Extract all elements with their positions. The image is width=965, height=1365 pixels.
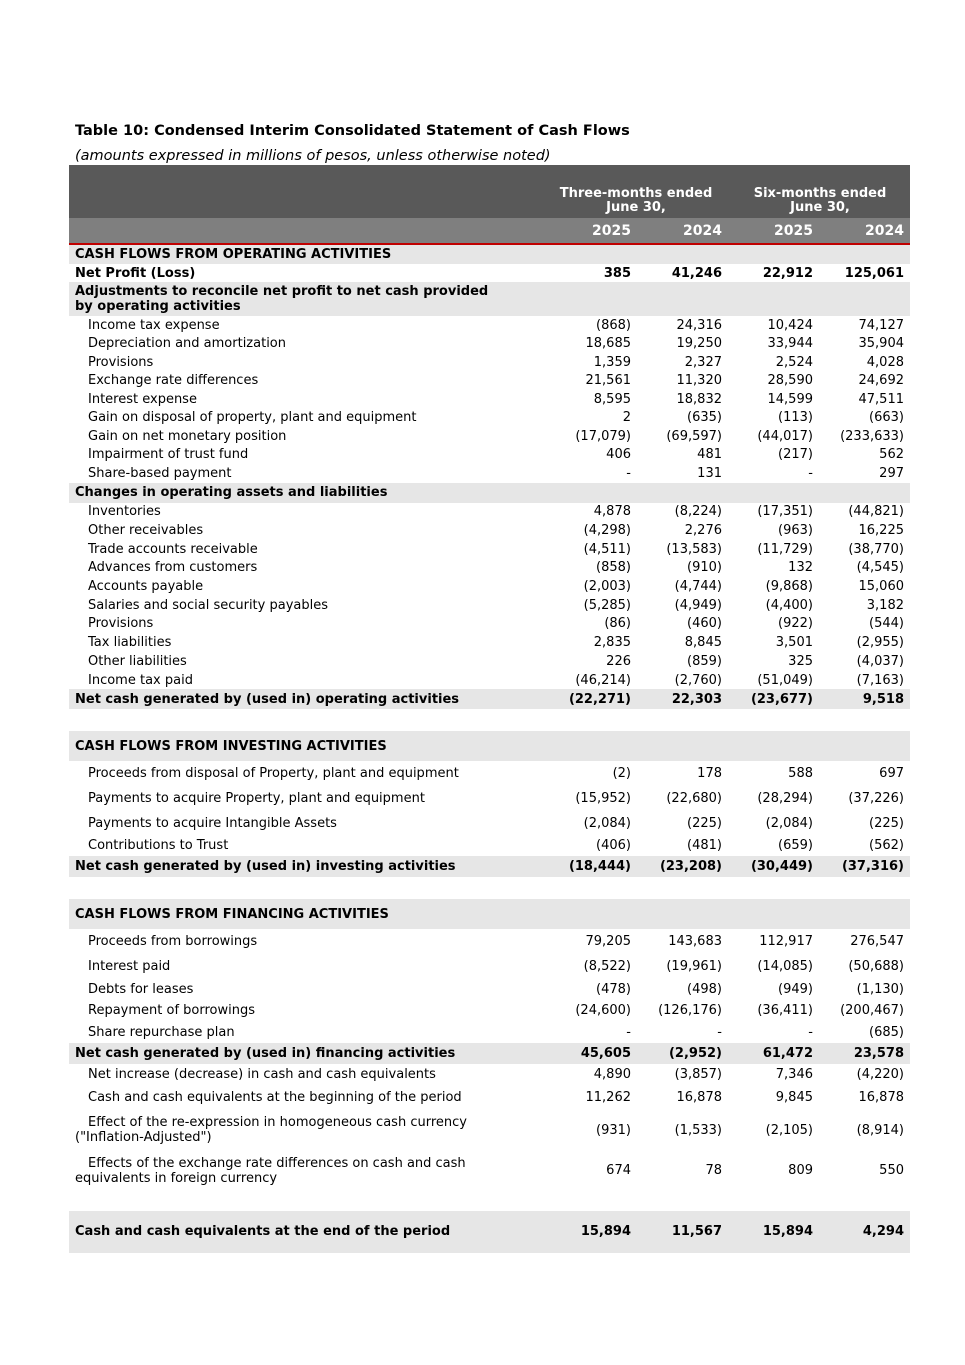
cell-value: (15,952) bbox=[575, 791, 631, 807]
table-row bbox=[69, 954, 910, 978]
cell-value: 9,518 bbox=[862, 691, 904, 707]
cell-value: 588 bbox=[788, 766, 813, 782]
table-row bbox=[69, 689, 910, 709]
cell-value: 4,028 bbox=[866, 354, 904, 370]
row-label: Cash and cash equivalents at the end of the period bbox=[75, 1224, 451, 1240]
cell-value: (69,597) bbox=[666, 428, 722, 444]
cell-value: (7,163) bbox=[856, 672, 904, 688]
cell-value: 276,547 bbox=[850, 934, 904, 950]
cell-value: (51,049) bbox=[757, 672, 813, 688]
cell-value: (19,961) bbox=[666, 958, 722, 974]
table-row bbox=[69, 264, 910, 282]
cell-value: (4,949) bbox=[674, 597, 722, 613]
cell-value: (481) bbox=[687, 838, 722, 854]
table-row bbox=[69, 1021, 910, 1043]
cell-value: 14,599 bbox=[767, 391, 813, 407]
table-row bbox=[69, 1151, 910, 1191]
row-label: Share-based payment bbox=[88, 465, 232, 481]
table-row bbox=[69, 652, 910, 671]
table-row bbox=[69, 409, 910, 428]
header-group-row bbox=[69, 165, 910, 218]
cell-value: 3,182 bbox=[866, 597, 904, 613]
cell-value: (13,583) bbox=[666, 541, 722, 557]
cell-value: (217) bbox=[778, 447, 813, 463]
cell-value: (949) bbox=[778, 981, 813, 997]
row-label: Income tax expense bbox=[88, 317, 220, 333]
cell-value: 697 bbox=[879, 766, 904, 782]
cell-value: 23,578 bbox=[853, 1046, 904, 1062]
table-row bbox=[69, 335, 910, 354]
cell-value: 15,894 bbox=[580, 1224, 631, 1240]
cell-value: 28,590 bbox=[767, 373, 813, 389]
table-subtitle: (amounts expressed in millions of pesos, unless otherwise noted) bbox=[75, 148, 551, 164]
cell-value: 41,246 bbox=[671, 265, 722, 281]
cell-value: 11,262 bbox=[585, 1090, 631, 1106]
cell-value: (931) bbox=[596, 1122, 631, 1138]
cell-value: (37,226) bbox=[848, 791, 904, 807]
cell-value: (50,688) bbox=[848, 958, 904, 974]
cell-value: 24,316 bbox=[676, 317, 722, 333]
cell-value: (1,533) bbox=[674, 1122, 722, 1138]
row-label: Effect of the re-expression in homogeneous cash currency ("Inflation-Adjusted") bbox=[75, 1115, 467, 1146]
table-row bbox=[69, 1043, 910, 1065]
cell-value: 16,878 bbox=[676, 1090, 722, 1106]
cell-value: 7,346 bbox=[775, 1067, 813, 1083]
cell-value: (2,760) bbox=[674, 672, 722, 688]
cell-value: 4,890 bbox=[593, 1067, 631, 1083]
cell-value: 297 bbox=[879, 465, 904, 481]
table-row bbox=[69, 390, 910, 409]
row-label: Changes in operating assets and liabilities bbox=[75, 485, 388, 500]
row-label: Cash and cash equivalents at the beginning of the period bbox=[88, 1090, 462, 1106]
cell-value: 47,511 bbox=[858, 391, 904, 407]
row-label: Accounts payable bbox=[88, 579, 204, 595]
year-col-1: 2025 bbox=[592, 223, 631, 239]
cell-value: 809 bbox=[788, 1163, 813, 1179]
cell-value: 481 bbox=[697, 447, 722, 463]
cell-value: (2,084) bbox=[765, 815, 813, 831]
cell-value: 45,605 bbox=[580, 1046, 631, 1062]
cell-value: (18,444) bbox=[568, 859, 631, 875]
cell-value: (225) bbox=[869, 815, 904, 831]
cell-value: 2,327 bbox=[684, 354, 722, 370]
cell-value: 8,595 bbox=[593, 391, 631, 407]
table-title: Table 10: Condensed Interim Consolidated Statement of Cash Flows bbox=[75, 123, 630, 139]
cell-value: (868) bbox=[596, 317, 631, 333]
table-row bbox=[69, 596, 910, 615]
cell-value: (406) bbox=[596, 838, 631, 854]
table-row bbox=[69, 353, 910, 372]
row-label: Proceeds from borrowings bbox=[88, 934, 258, 950]
cell-value: 16,878 bbox=[858, 1090, 904, 1106]
cell-value: (478) bbox=[596, 981, 631, 997]
cell-value: 10,424 bbox=[767, 317, 813, 333]
cell-value: (659) bbox=[778, 838, 813, 854]
cell-value: 674 bbox=[606, 1163, 631, 1179]
cell-value: (544) bbox=[869, 616, 904, 632]
cell-value: 15,060 bbox=[858, 579, 904, 595]
cell-value: (37,316) bbox=[841, 859, 904, 875]
cell-value: 18,832 bbox=[676, 391, 722, 407]
cell-value: - bbox=[626, 465, 631, 481]
cell-value: (233,633) bbox=[840, 428, 904, 444]
cell-value: 21,561 bbox=[585, 373, 631, 389]
cell-value: (4,037) bbox=[856, 653, 904, 669]
cell-value: (498) bbox=[687, 981, 722, 997]
row-label: Contributions to Trust bbox=[88, 838, 229, 854]
header-year-row bbox=[69, 218, 910, 245]
row-label: CASH FLOWS FROM FINANCING ACTIVITIES bbox=[75, 906, 389, 922]
cell-value: (858) bbox=[596, 560, 631, 576]
cell-value: (859) bbox=[687, 653, 722, 669]
table-row bbox=[69, 372, 910, 391]
row-label: Adjustments to reconcile net profit to net cash provided by operating activities bbox=[75, 284, 489, 314]
cell-value: 18,685 bbox=[585, 336, 631, 352]
row-label: Other liabilities bbox=[88, 653, 187, 669]
cell-value: 16,225 bbox=[858, 523, 904, 539]
cell-value: (17,079) bbox=[575, 428, 631, 444]
row-label: Impairment of trust fund bbox=[88, 447, 249, 463]
cell-value: 2,524 bbox=[775, 354, 813, 370]
header-three-months: Three-months ended June 30, bbox=[545, 187, 727, 215]
cash-flow-table bbox=[69, 165, 910, 1253]
table-row bbox=[69, 316, 910, 335]
table-body bbox=[69, 245, 910, 1253]
table-row bbox=[69, 1064, 910, 1085]
cell-value: (126,176) bbox=[658, 1003, 722, 1019]
row-label: Net Profit (Loss) bbox=[75, 265, 196, 281]
table-row bbox=[69, 856, 910, 877]
cell-value: (86) bbox=[604, 616, 631, 632]
cell-value: - bbox=[808, 465, 813, 481]
cell-value: (562) bbox=[869, 838, 904, 854]
cell-value: (4,545) bbox=[856, 560, 904, 576]
cell-value: (4,400) bbox=[765, 597, 813, 613]
cell-value: (23,677) bbox=[750, 691, 813, 707]
row-label: Provisions bbox=[88, 616, 154, 632]
table-row bbox=[69, 761, 910, 786]
cell-value: 22,912 bbox=[762, 265, 813, 281]
row-label: Net cash generated by (used in) financing activities bbox=[75, 1046, 456, 1062]
cell-value: (460) bbox=[687, 616, 722, 632]
cell-value: 24,692 bbox=[858, 373, 904, 389]
table-row bbox=[69, 540, 910, 559]
table-row bbox=[69, 503, 910, 522]
cell-value: 2,276 bbox=[684, 523, 722, 539]
cell-value: (113) bbox=[778, 410, 813, 426]
row-label: Trade accounts receivable bbox=[88, 541, 258, 557]
row-label: Tax liabilities bbox=[88, 635, 172, 651]
cell-value: - bbox=[717, 1024, 722, 1040]
cell-value: (2,003) bbox=[583, 579, 631, 595]
cell-value: - bbox=[808, 1024, 813, 1040]
row-spacer bbox=[69, 709, 910, 731]
table-row bbox=[69, 633, 910, 652]
year-col-3: 2025 bbox=[774, 223, 813, 239]
row-label: Payments to acquire Intangible Assets bbox=[88, 815, 337, 831]
cell-value: (11,729) bbox=[757, 541, 813, 557]
cell-value: (2,084) bbox=[583, 815, 631, 831]
row-label: Net increase (decrease) in cash and cash equivalents bbox=[88, 1067, 436, 1083]
row-label: Other receivables bbox=[88, 523, 204, 539]
cell-value: (24,600) bbox=[575, 1003, 631, 1019]
cell-value: 112,917 bbox=[759, 934, 813, 950]
cell-value: 4,878 bbox=[593, 504, 631, 520]
table-row bbox=[69, 559, 910, 578]
row-label: CASH FLOWS FROM INVESTING ACTIVITIES bbox=[75, 738, 387, 754]
cell-value: 15,894 bbox=[762, 1224, 813, 1240]
cell-value: 79,205 bbox=[585, 934, 631, 950]
cell-value: 178 bbox=[697, 766, 722, 782]
cell-value: (200,467) bbox=[840, 1003, 904, 1019]
cell-value: 131 bbox=[697, 465, 722, 481]
cell-value: 4,294 bbox=[862, 1224, 904, 1240]
table-row bbox=[69, 731, 910, 761]
table-row bbox=[69, 835, 910, 856]
row-label: Advances from customers bbox=[88, 560, 258, 576]
row-label: Net cash generated by (used in) operating activities bbox=[75, 691, 460, 707]
cell-value: 35,904 bbox=[858, 336, 904, 352]
cell-value: (30,449) bbox=[750, 859, 813, 875]
table-row bbox=[69, 615, 910, 634]
table-row bbox=[69, 1110, 910, 1151]
cell-value: (23,208) bbox=[659, 859, 722, 875]
cell-value: 1,359 bbox=[593, 354, 631, 370]
row-label: Inventories bbox=[88, 504, 161, 520]
row-label: Provisions bbox=[88, 354, 154, 370]
table-row bbox=[69, 521, 910, 540]
cell-value: 226 bbox=[606, 653, 631, 669]
row-spacer bbox=[69, 877, 910, 899]
row-label: Payments to acquire Property, plant and equipment bbox=[88, 791, 425, 807]
table-row bbox=[69, 483, 910, 503]
table-row bbox=[69, 245, 910, 264]
cell-value: (1,130) bbox=[856, 981, 904, 997]
cell-value: 3,501 bbox=[775, 635, 813, 651]
cell-value: (2,105) bbox=[765, 1122, 813, 1138]
table-row bbox=[69, 282, 910, 316]
cell-value: (38,770) bbox=[848, 541, 904, 557]
cell-value: 562 bbox=[879, 447, 904, 463]
cell-value: (2,952) bbox=[668, 1046, 722, 1062]
row-label: Debts for leases bbox=[88, 981, 194, 997]
table-row bbox=[69, 577, 910, 596]
cell-value: 406 bbox=[606, 447, 631, 463]
table-row bbox=[69, 929, 910, 954]
cell-value: 325 bbox=[788, 653, 813, 669]
cell-value: 550 bbox=[879, 1163, 904, 1179]
cell-value: (22,680) bbox=[666, 791, 722, 807]
row-label: Interest expense bbox=[88, 391, 197, 407]
row-label: Gain on disposal of property, plant and equipment bbox=[88, 410, 417, 426]
table-row bbox=[69, 427, 910, 446]
row-label: Gain on net monetary position bbox=[88, 428, 287, 444]
cell-value: (963) bbox=[778, 523, 813, 539]
cell-value: (4,744) bbox=[674, 579, 722, 595]
cell-value: 61,472 bbox=[762, 1046, 813, 1062]
cell-value: 33,944 bbox=[767, 336, 813, 352]
cell-value: 19,250 bbox=[676, 336, 722, 352]
row-label: Exchange rate differences bbox=[88, 373, 259, 389]
cell-value: 2 bbox=[622, 410, 631, 426]
cell-value: (28,294) bbox=[757, 791, 813, 807]
cell-value: (46,214) bbox=[575, 672, 631, 688]
cell-value: (17,351) bbox=[757, 504, 813, 520]
cell-value: 11,567 bbox=[671, 1224, 722, 1240]
cell-value: (8,914) bbox=[856, 1122, 904, 1138]
year-col-2: 2024 bbox=[683, 223, 722, 239]
cell-value: (2,955) bbox=[856, 635, 904, 651]
table-row bbox=[69, 1000, 910, 1022]
table-row bbox=[69, 811, 910, 836]
cell-value: 11,320 bbox=[676, 373, 722, 389]
cell-value: (44,821) bbox=[848, 504, 904, 520]
cell-value: (4,511) bbox=[583, 541, 631, 557]
cell-value: (910) bbox=[687, 560, 722, 576]
cell-value: (2) bbox=[612, 766, 631, 782]
row-spacer bbox=[69, 1191, 910, 1211]
cell-value: (8,224) bbox=[674, 504, 722, 520]
cell-value: (14,085) bbox=[757, 958, 813, 974]
cell-value: (8,522) bbox=[583, 958, 631, 974]
cell-value: 9,845 bbox=[775, 1090, 813, 1106]
row-label: Proceeds from disposal of Property, plant and equipment bbox=[88, 766, 459, 782]
cell-value: 125,061 bbox=[844, 265, 904, 281]
cell-value: (922) bbox=[778, 616, 813, 632]
row-label: Salaries and social security payables bbox=[88, 597, 328, 613]
cell-value: 2,835 bbox=[593, 635, 631, 651]
cell-value: 132 bbox=[788, 560, 813, 576]
cell-value: (3,857) bbox=[674, 1067, 722, 1083]
row-label: Income tax paid bbox=[88, 672, 193, 688]
cell-value: (4,220) bbox=[856, 1067, 904, 1083]
cell-value: (44,017) bbox=[757, 428, 813, 444]
cell-value: 143,683 bbox=[668, 934, 722, 950]
cell-value: (36,411) bbox=[757, 1003, 813, 1019]
row-label: Net cash generated by (used in) investing activities bbox=[75, 859, 456, 875]
table-row bbox=[69, 1211, 910, 1253]
table-row bbox=[69, 978, 910, 1000]
cell-value: 8,845 bbox=[684, 635, 722, 651]
row-label: Depreciation and amortization bbox=[88, 336, 286, 352]
row-label: Repayment of borrowings bbox=[88, 1003, 255, 1019]
table-row bbox=[69, 786, 910, 811]
cell-value: (685) bbox=[869, 1024, 904, 1040]
table-row bbox=[69, 899, 910, 929]
cell-value: 74,127 bbox=[858, 317, 904, 333]
header-six-months: Six-months ended June 30, bbox=[736, 187, 904, 215]
table-row bbox=[69, 671, 910, 690]
row-label: CASH FLOWS FROM OPERATING ACTIVITIES bbox=[75, 247, 392, 262]
cell-value: (4,298) bbox=[583, 523, 631, 539]
table-row bbox=[69, 464, 910, 483]
cell-value: (635) bbox=[687, 410, 722, 426]
cell-value: 78 bbox=[705, 1163, 722, 1179]
year-col-4: 2024 bbox=[865, 223, 904, 239]
cell-value: (5,285) bbox=[583, 597, 631, 613]
row-label: Effects of the exchange rate differences on cash and cash equivalents in foreign currency bbox=[75, 1155, 466, 1186]
cell-value: (663) bbox=[869, 410, 904, 426]
row-label: Share repurchase plan bbox=[88, 1024, 235, 1040]
table-row bbox=[69, 446, 910, 465]
cell-value: - bbox=[626, 1024, 631, 1040]
cell-value: 22,303 bbox=[671, 691, 722, 707]
table-row bbox=[69, 1085, 910, 1110]
cell-value: (225) bbox=[687, 815, 722, 831]
cell-value: 385 bbox=[603, 265, 631, 281]
cell-value: (9,868) bbox=[765, 579, 813, 595]
row-label: Interest paid bbox=[88, 958, 171, 974]
cell-value: (22,271) bbox=[568, 691, 631, 707]
